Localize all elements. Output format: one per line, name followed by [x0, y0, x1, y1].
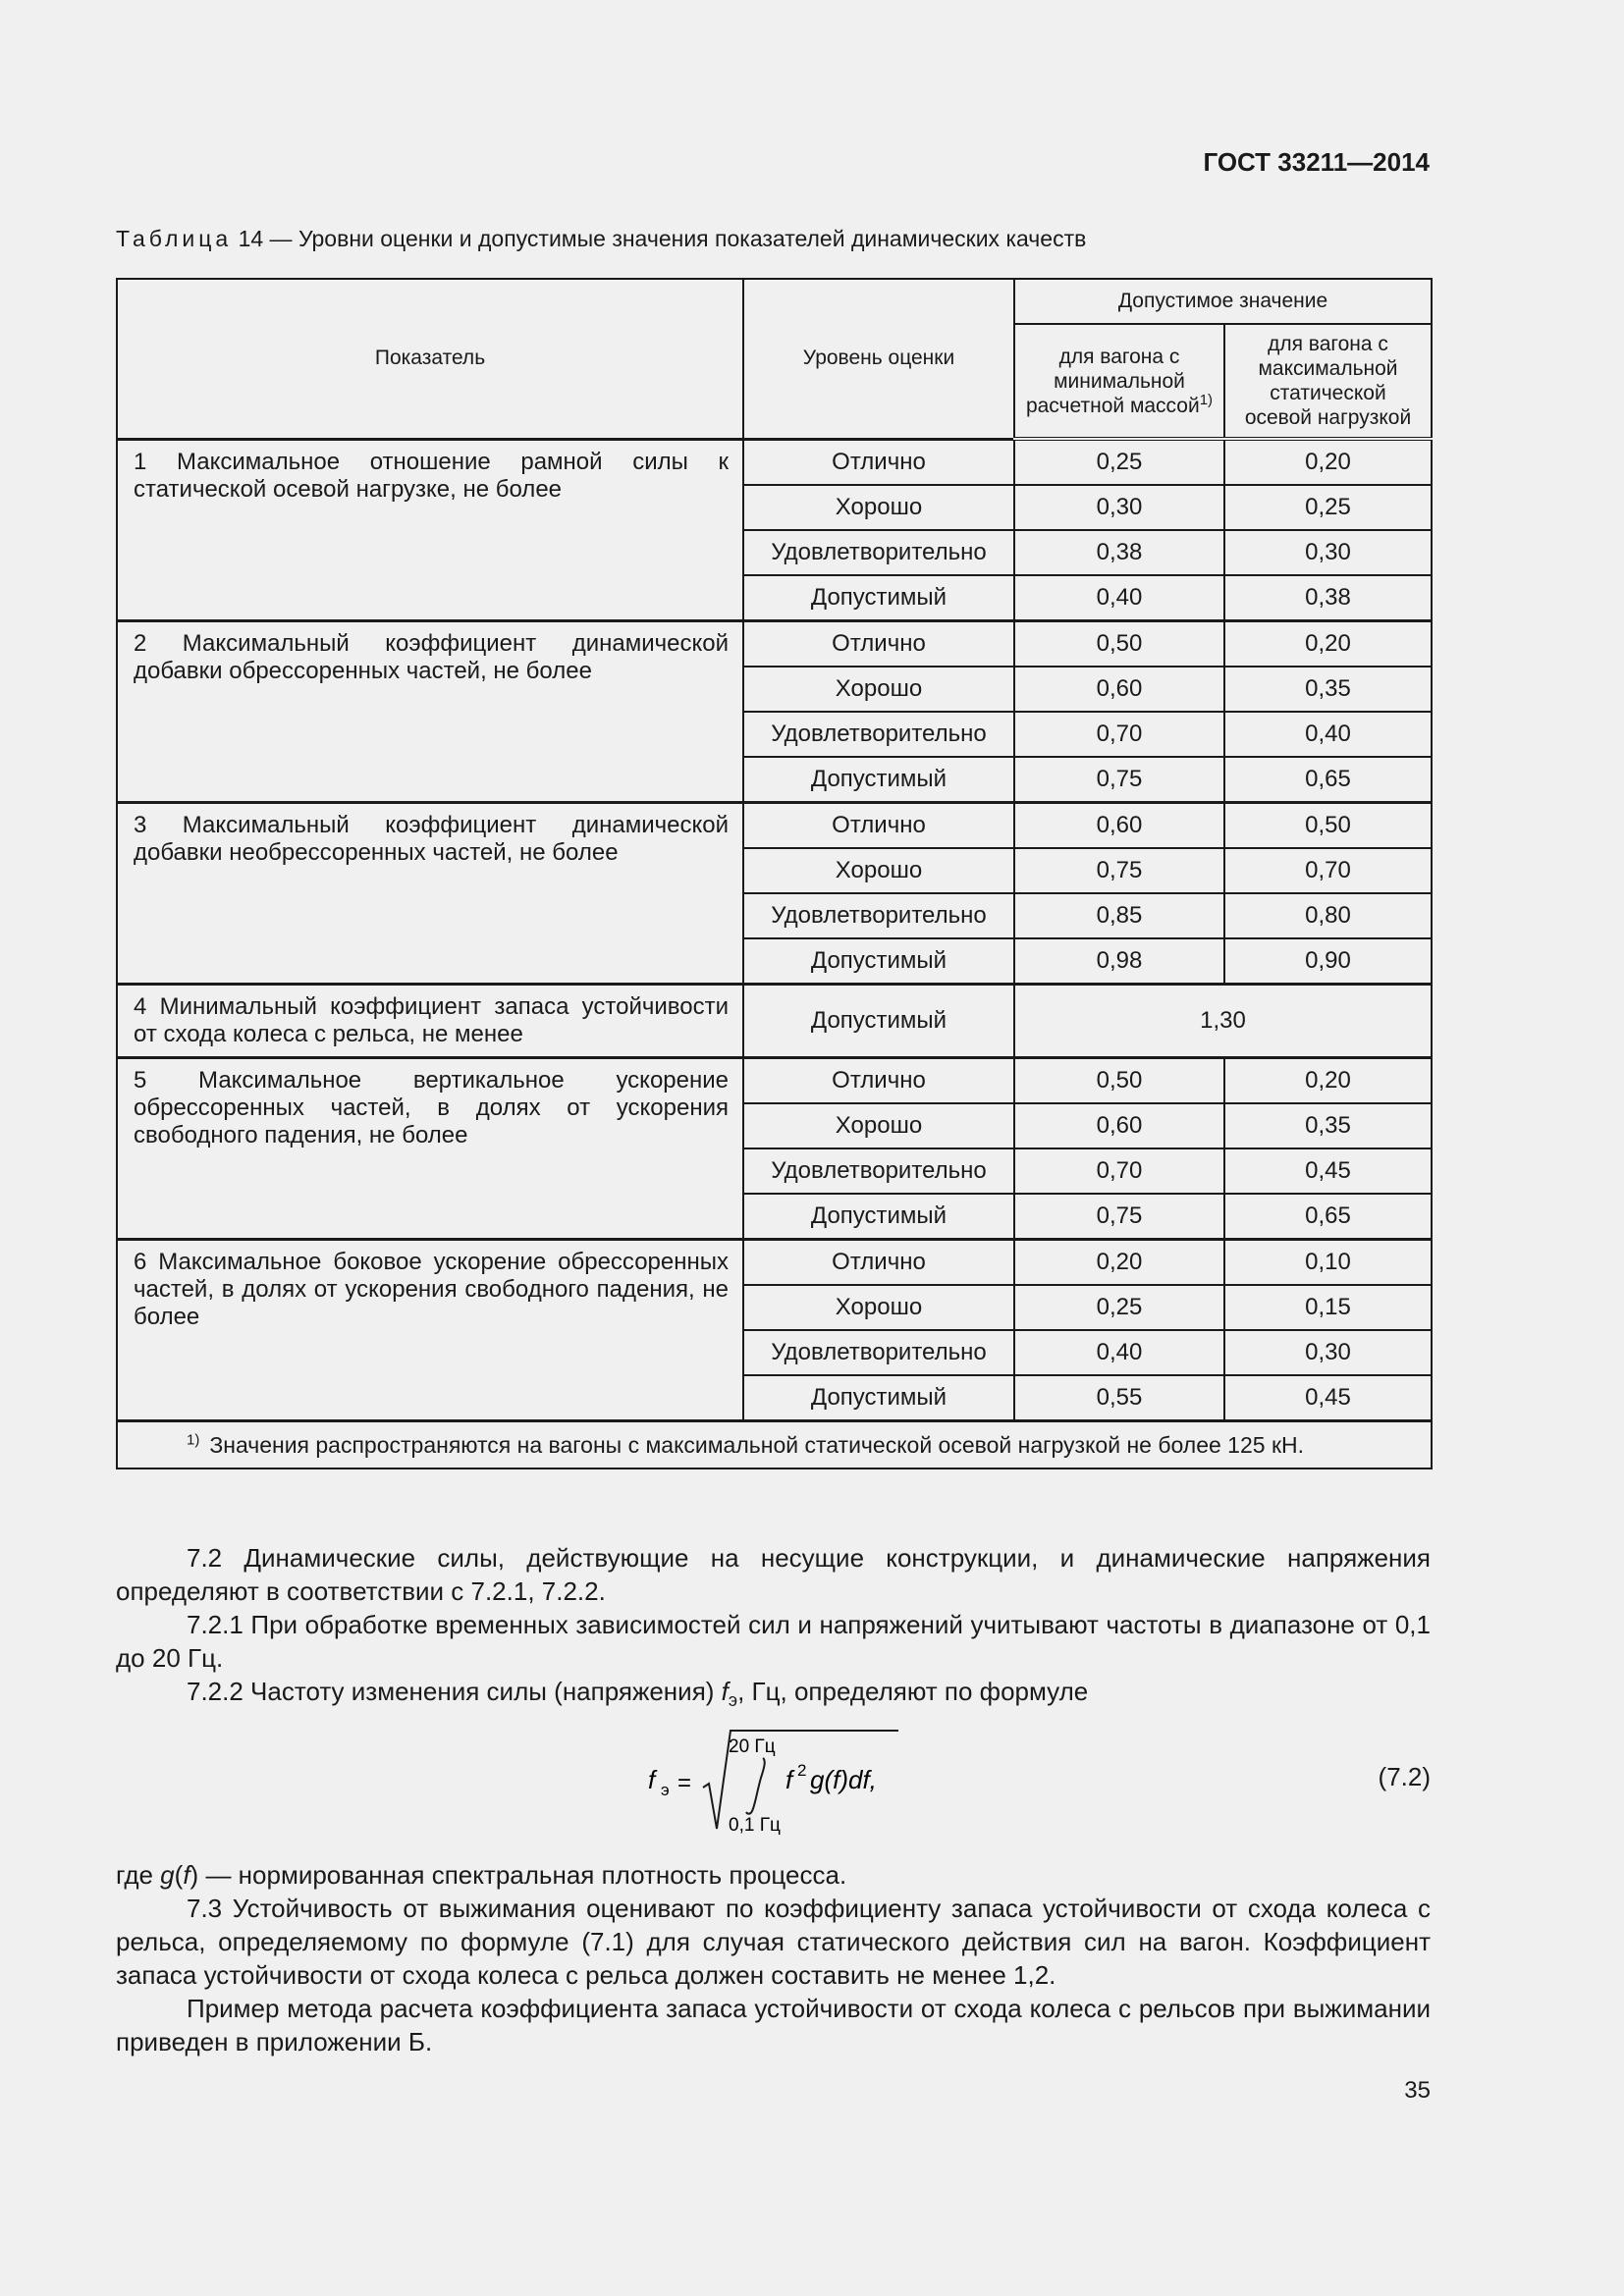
- table-row: [117, 621, 1432, 667]
- symbol-sub: э: [728, 1690, 738, 1711]
- table-row: [117, 985, 1432, 1058]
- indicator-cell: 5 Максимальное вертикальное ускорение обрессоренных частей, в долях от ускорения свободного падения, не более: [117, 1058, 743, 1240]
- footnote-ref: 1): [1199, 391, 1214, 408]
- value-max-load-cell: 0,70: [1224, 848, 1432, 893]
- symbol-g: g: [160, 1860, 175, 1890]
- level-cell: Удовлетворительно: [743, 712, 1014, 757]
- value-max-load-cell: 0,35: [1224, 667, 1432, 712]
- formula-integrand-f: f: [785, 1765, 793, 1794]
- indicator-cell: 2 Максимальный коэффициент динамической добавки обрессоренных частей, не более: [117, 621, 743, 803]
- level-cell: Отлично: [743, 1240, 1014, 1286]
- paragraph-7-2-2-tail: , Гц, определяют по формуле: [737, 1677, 1089, 1706]
- value-max-load-cell: 0,15: [1224, 1285, 1432, 1330]
- value-max-load-cell: 0,80: [1224, 893, 1432, 938]
- value-max-load-cell: 0,10: [1224, 1240, 1432, 1286]
- document-code: ГОСТ 33211—2014: [1203, 147, 1430, 177]
- value-min-mass-cell: 0,55: [1014, 1375, 1224, 1421]
- value-min-mass-cell: 0,60: [1014, 1103, 1224, 1148]
- table-caption-text: 14 — Уровни оценки и допустимые значения показателей динамических качеств: [238, 226, 1087, 251]
- value-min-mass-cell: 0,30: [1014, 485, 1224, 530]
- level-cell: Хорошо: [743, 667, 1014, 712]
- paragraph-7-2-2: [116, 1675, 1431, 1717]
- formula-upper-limit: 20 Гц: [729, 1736, 776, 1757]
- indicator-cell: 4 Минимальный коэффициент запаса устойчивости от схода колеса с рельса, не менее: [117, 985, 743, 1058]
- page-number: 35: [1404, 2077, 1431, 2104]
- value-max-load-cell: 0,65: [1224, 1194, 1432, 1240]
- header-min-mass-text: для вагона с минимальной расчетной массой: [1025, 345, 1200, 417]
- value-max-load-cell: 0,50: [1224, 803, 1432, 849]
- table-caption-prefix: Таблица: [116, 226, 233, 251]
- header-allowed: Допустимое значение: [1014, 279, 1432, 324]
- value-min-mass-cell: 0,40: [1014, 575, 1224, 621]
- integral-sign: [746, 1758, 765, 1814]
- paragraph-7-2-2-text: 7.2.2 Частоту изменения силы (напряжения): [187, 1677, 722, 1706]
- value-min-mass-cell: 0,60: [1014, 803, 1224, 849]
- paragraph-7-2: 7.2 Динамические силы, действующие на несущие конструкции, и динамические напряжения определяют в соответствии с 7.2.1, 7.2.2.: [116, 1543, 1431, 1606]
- value-min-mass-cell: 0,70: [1014, 712, 1224, 757]
- level-cell: Допустимый: [743, 575, 1014, 621]
- paragraph-example: Пример метода расчета коэффициента запаса устойчивости от схода колеса с рельсов при выжимании приведен в приложении Б.: [116, 1994, 1431, 2056]
- header-min-mass: [1014, 324, 1224, 439]
- formula-7-2: [628, 1723, 923, 1841]
- level-cell: Отлично: [743, 621, 1014, 667]
- footnote-cell: [117, 1421, 1432, 1469]
- paragraph-7-3: 7.3 Устойчивость от выжимания оценивают по коэффициенту запаса устойчивости от схода колеса с рельса, определяемому по формуле (7.1) для случая статического действия сил на вагон. Коэффициент запаса устойчивости от схода колеса с рельса должен составить не менее 1,2.: [116, 1894, 1431, 1990]
- formula-number: (7.2): [1378, 1762, 1431, 1791]
- header-max-load: для вагона с максимальной статической осевой нагрузкой: [1224, 324, 1432, 439]
- header-level: Уровень оценки: [743, 279, 1014, 439]
- level-cell: Допустимый: [743, 1375, 1014, 1421]
- value-min-mass-cell: 0,25: [1014, 1285, 1224, 1330]
- value-min-mass-cell: 0,50: [1014, 1058, 1224, 1104]
- value-min-mass-cell: 0,75: [1014, 757, 1224, 803]
- indicator-cell: 1 Максимальное отношение рамной силы к статической осевой нагрузке, не более: [117, 439, 743, 621]
- level-cell: Отлично: [743, 803, 1014, 849]
- value-max-load-cell: 0,90: [1224, 938, 1432, 985]
- formula-equals: =: [677, 1770, 692, 1796]
- value-max-load-cell: 0,45: [1224, 1148, 1432, 1194]
- level-cell: Хорошо: [743, 1103, 1014, 1148]
- body-text-2: [116, 1858, 1431, 2058]
- value-max-load-cell: 0,38: [1224, 575, 1432, 621]
- header-indicator: Показатель: [117, 279, 743, 439]
- level-cell: Отлично: [743, 1058, 1014, 1104]
- symbol-f: f: [721, 1677, 729, 1706]
- formula-power: 2: [797, 1761, 807, 1780]
- symbol-f-arg: f: [183, 1860, 190, 1890]
- body-text: [116, 1541, 1431, 1717]
- table-row: [117, 1058, 1432, 1104]
- level-cell: Хорошо: [743, 848, 1014, 893]
- table-caption: [116, 226, 1086, 252]
- value-max-load-cell: 0,35: [1224, 1103, 1432, 1148]
- where-prefix: где: [116, 1860, 161, 1890]
- value-min-mass-cell: 0,40: [1014, 1330, 1224, 1375]
- indicator-cell: 6 Максимальное боковое ускорение обрессоренных частей, в долях от ускорения свободного падения, не более: [117, 1240, 743, 1421]
- value-min-mass-cell: 0,85: [1014, 893, 1224, 938]
- merged-value-cell: 1,30: [1014, 985, 1432, 1058]
- level-cell: Удовлетворительно: [743, 1330, 1014, 1375]
- value-max-load-cell: 0,30: [1224, 1330, 1432, 1375]
- level-cell: Удовлетворительно: [743, 893, 1014, 938]
- footnote-mark: 1): [187, 1430, 200, 1448]
- formula-lhs-sub: э: [661, 1781, 670, 1799]
- level-cell: Хорошо: [743, 1285, 1014, 1330]
- formula-lhs: f: [648, 1765, 656, 1794]
- value-max-load-cell: 0,45: [1224, 1375, 1432, 1421]
- value-max-load-cell: 0,20: [1224, 1058, 1432, 1104]
- value-min-mass-cell: 0,98: [1014, 938, 1224, 985]
- header-row: [117, 279, 1432, 324]
- value-max-load-cell: 0,20: [1224, 621, 1432, 667]
- value-min-mass-cell: 0,25: [1014, 439, 1224, 485]
- value-min-mass-cell: 0,60: [1014, 667, 1224, 712]
- table-row: [117, 1240, 1432, 1286]
- value-min-mass-cell: 0,38: [1014, 530, 1224, 575]
- table-row: [117, 803, 1432, 849]
- value-min-mass-cell: 0,20: [1014, 1240, 1224, 1286]
- value-max-load-cell: 0,20: [1224, 439, 1432, 485]
- dynamics-table: [116, 278, 1433, 1469]
- value-max-load-cell: 0,25: [1224, 485, 1432, 530]
- value-min-mass-cell: 0,70: [1014, 1148, 1224, 1194]
- level-cell: Удовлетворительно: [743, 530, 1014, 575]
- table-body: [117, 279, 1432, 1468]
- footnote-text: Значения распространяются на вагоны с максимальной статической осевой нагрузкой не более 125 кН.: [209, 1431, 1305, 1458]
- value-max-load-cell: 0,40: [1224, 712, 1432, 757]
- footnote-row: [117, 1421, 1432, 1469]
- value-max-load-cell: 0,30: [1224, 530, 1432, 575]
- level-cell: Хорошо: [743, 485, 1014, 530]
- level-cell: Удовлетворительно: [743, 1148, 1014, 1194]
- value-min-mass-cell: 0,75: [1014, 848, 1224, 893]
- value-min-mass-cell: 0,50: [1014, 621, 1224, 667]
- formula-lower-limit: 0,1 Гц: [729, 1815, 781, 1836]
- level-cell: Допустимый: [743, 985, 1014, 1058]
- level-cell: Отлично: [743, 439, 1014, 485]
- level-cell: Допустимый: [743, 757, 1014, 803]
- value-min-mass-cell: 0,75: [1014, 1194, 1224, 1240]
- indicator-cell: 3 Максимальный коэффициент динамической добавки необрессоренных частей, не более: [117, 803, 743, 985]
- level-cell: Допустимый: [743, 938, 1014, 985]
- where-line: где g(f) — нормированная спектральная плотность процесса.: [116, 1860, 847, 1890]
- table-row: [117, 439, 1432, 485]
- level-cell: Допустимый: [743, 1194, 1014, 1240]
- where-text: — нормированная спектральная плотность процесса.: [198, 1860, 847, 1890]
- paragraph-7-2-1: 7.2.1 При обработке временных зависимостей сил и напряжений учитывают частоты в диапазоне от 0,1 до 20 Гц.: [116, 1610, 1431, 1673]
- value-max-load-cell: 0,65: [1224, 757, 1432, 803]
- formula-integrand-rest: g(f)df,: [810, 1765, 877, 1794]
